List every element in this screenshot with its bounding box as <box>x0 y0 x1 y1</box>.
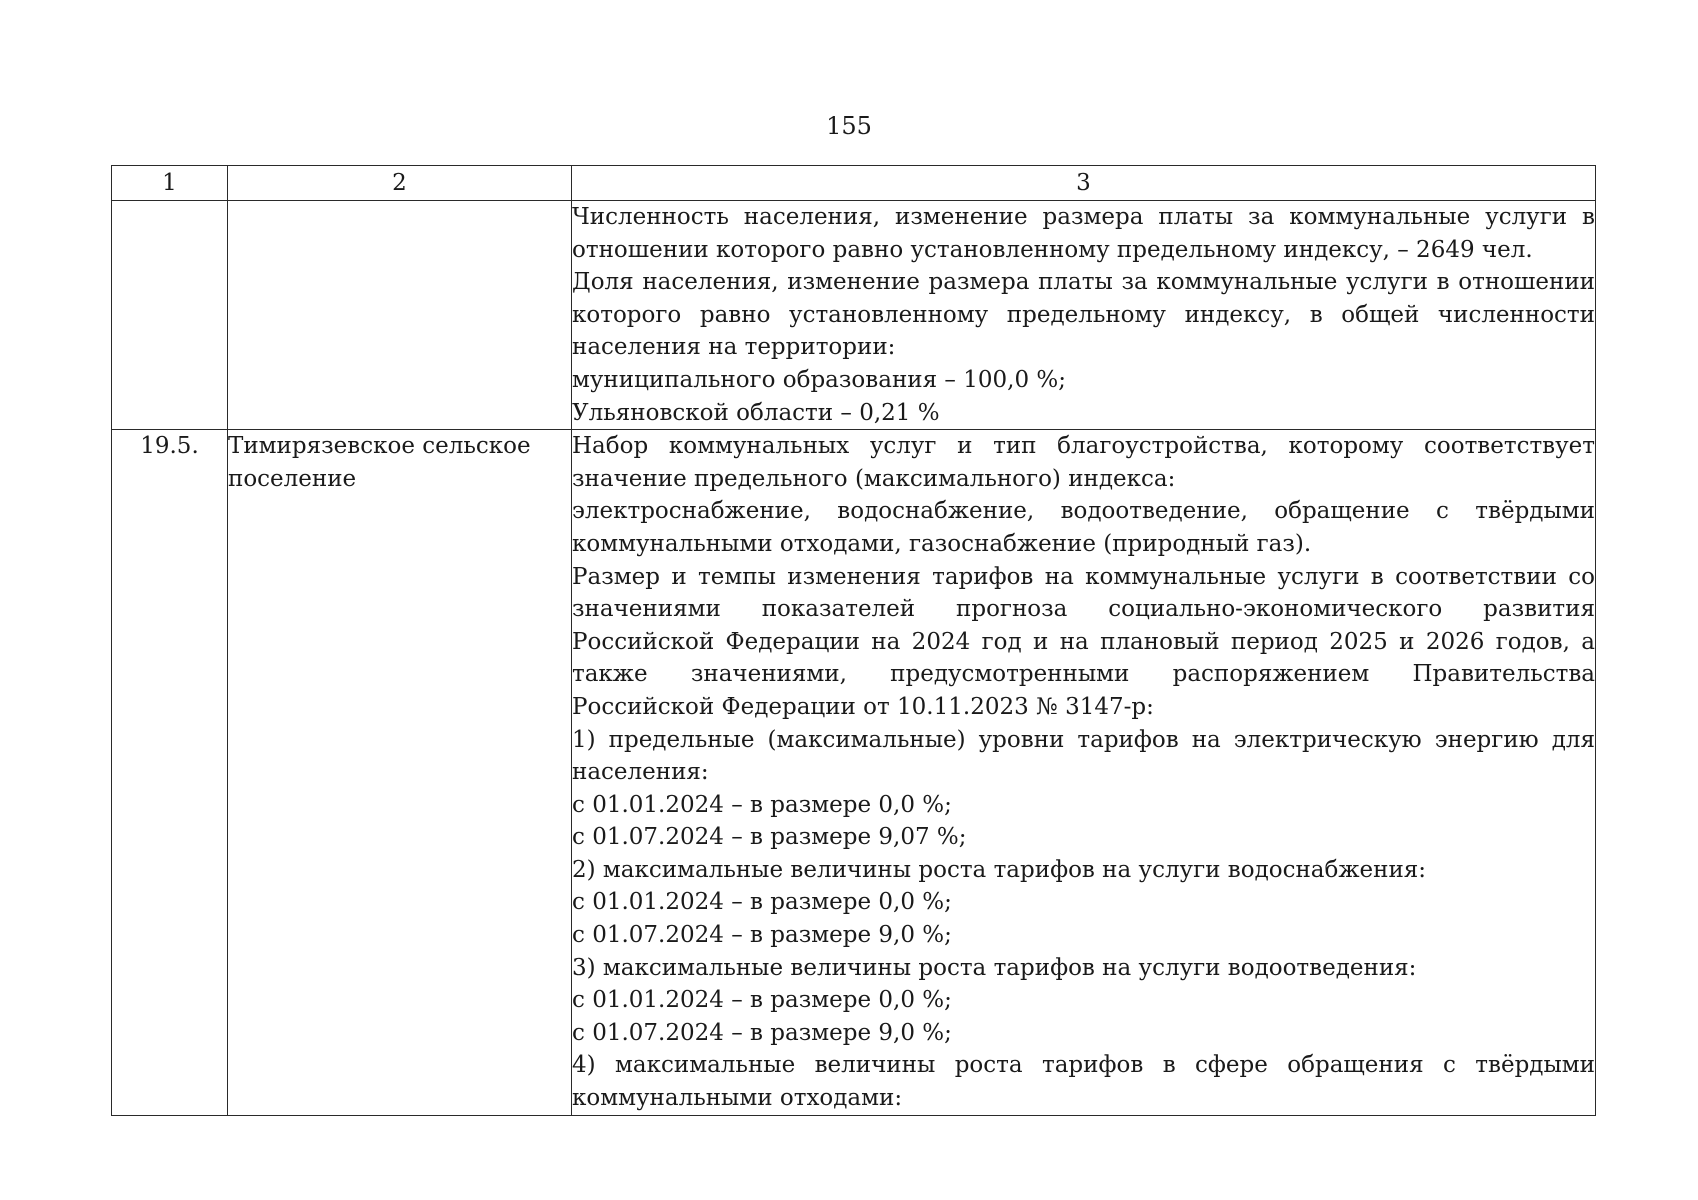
electricity-tariff-jul: с 01.07.2024 – в размере 9,07 %; <box>572 824 967 851</box>
row-number-cell <box>112 201 228 430</box>
waste-tariff-heading: 4) максимальные величины роста тарифов в сфере обращения с твёрдыми коммунальными отходами: <box>572 1052 1595 1112</box>
row-content-cell <box>572 430 1596 1115</box>
services-set-text: Набор коммунальных услуг и тип благоустройства, которому соответствует значение предельного (максимального) индекса: <box>572 433 1595 492</box>
wastewater-tariff-jul: с 01.07.2024 – в размере 9,0 %; <box>572 1019 952 1046</box>
water-supply-tariff-jan: с 01.01.2024 – в размере 0,0 %; <box>572 889 952 916</box>
electricity-tariff-heading: 1) предельные (максимальные) уровни тарифов на электрическую энергию для населения: <box>572 726 1595 786</box>
table-row <box>112 201 1596 430</box>
settlement-name-cell <box>228 201 572 430</box>
water-supply-tariff-jul: с 01.07.2024 – в размере 9,0 %; <box>572 922 952 949</box>
water-supply-tariff-heading: 2) максимальные величины роста тарифов на услуги водоснабжения: <box>572 856 1427 883</box>
column-header-2: 2 <box>228 166 572 201</box>
wastewater-tariff-jan: с 01.01.2024 – в размере 0,0 %; <box>572 987 952 1014</box>
municipal-share-text: муниципального образования – 100,0 %; <box>572 366 1066 393</box>
wastewater-tariff-heading: 3) максимальные величины роста тарифов на услуги водоотведения: <box>572 954 1417 981</box>
column-header-1: 1 <box>112 166 228 201</box>
tariff-table <box>111 165 1596 1116</box>
population-count-text: Численность населения, изменение размера платы за коммунальные услуги в отношении которого равно установленному предельному индексу, – 2649 чел. <box>572 204 1595 263</box>
region-share-text: Ульяновской области – 0,21 % <box>572 399 940 426</box>
settlement-name-cell: Тимирязевское сельское поселение <box>228 430 572 1115</box>
row-number-cell: 19.5. <box>112 430 228 1115</box>
table-row <box>112 430 1596 1115</box>
electricity-tariff-jan: с 01.01.2024 – в размере 0,0 %; <box>572 791 952 818</box>
tariff-basis-text: Размер и темпы изменения тарифов на коммунальные услуги в соответствии со значениями показателей прогноза социально-экономического развития Российской Федерации на 2024 год и на плановый период 2025 и 2026 годов, а также значениями, предусмотренными распоряжением Правительства Российской Федерации от 10.11.2023 № 3147-р: <box>572 563 1595 720</box>
table-header-row <box>112 166 1596 201</box>
page-number: 155 <box>826 112 872 140</box>
services-list-text: электроснабжение, водоснабжение, водоотведение, обращение с твёрдыми коммунальными отходами, газоснабжение (природный газ). <box>572 498 1595 557</box>
column-header-3: 3 <box>572 166 1596 201</box>
row-content-cell <box>572 201 1596 430</box>
population-share-text: Доля населения, изменение размера платы за коммунальные услуги в отношении которого равно установленному предельному индексу, в общей численности населения на территории: <box>572 269 1595 361</box>
